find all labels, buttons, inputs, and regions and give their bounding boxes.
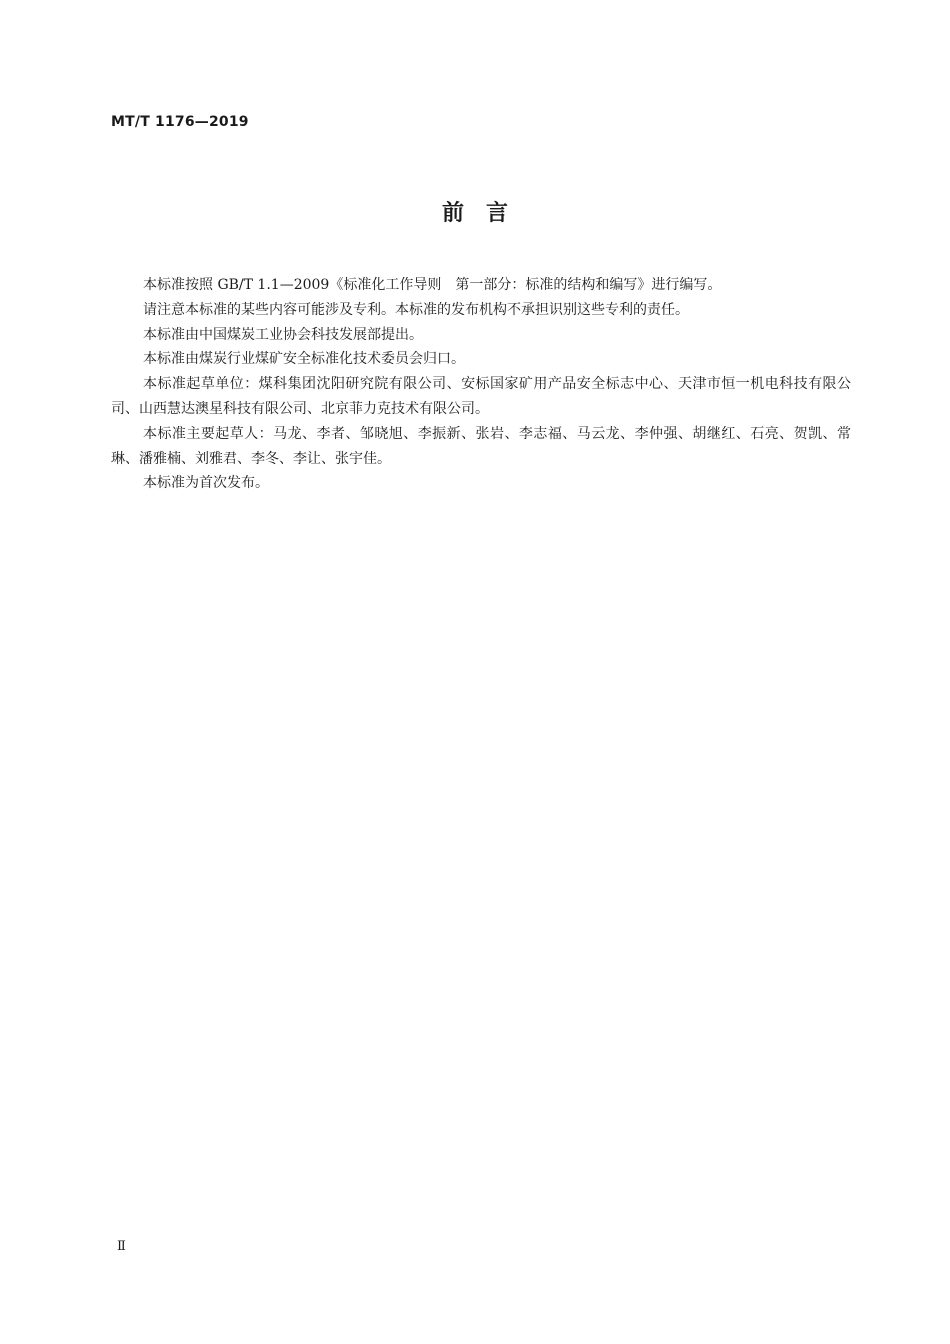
- page-number: Ⅱ: [117, 1239, 126, 1254]
- paragraph-under-jurisdiction: 本标准由煤炭行业煤矿安全标准化技术委员会归口。: [143, 351, 465, 368]
- foreword-body: [111, 273, 851, 496]
- page-title: 前 言: [441, 201, 508, 226]
- paragraph-patent-notice: 请注意本标准的某些内容可能涉及专利。本标准的发布机构不承担识别这些专利的责任。: [143, 301, 689, 318]
- paragraph-drafting-rules: 本标准按照 GB/T 1.1—2009《标准化工作导则 第一部分：标准的结构和编写》进行编写。: [143, 277, 722, 293]
- paragraph-first-release: 本标准为首次发布。: [143, 475, 269, 492]
- paragraph-main-drafters: 本标准主要起草人：马龙、李者、邹晓旭、李振新、张岩、李志福、马云龙、李仲强、胡继红、石亮、贺凯、常琳、潘雅楠、刘雅君、李冬、李让、张宇佳。: [111, 425, 851, 467]
- paragraph-drafting-units: 本标准起草单位：煤科集团沈阳研究院有限公司、安标国家矿用产品安全标志中心、天津市恒一机电科技有限公司、山西慧达澳星科技有限公司、北京菲力克技术有限公司。: [111, 376, 851, 417]
- standard-code: MT/T 1176—2019: [111, 114, 249, 130]
- paragraph-proposed-by: 本标准由中国煤炭工业协会科技发展部提出。: [143, 326, 423, 343]
